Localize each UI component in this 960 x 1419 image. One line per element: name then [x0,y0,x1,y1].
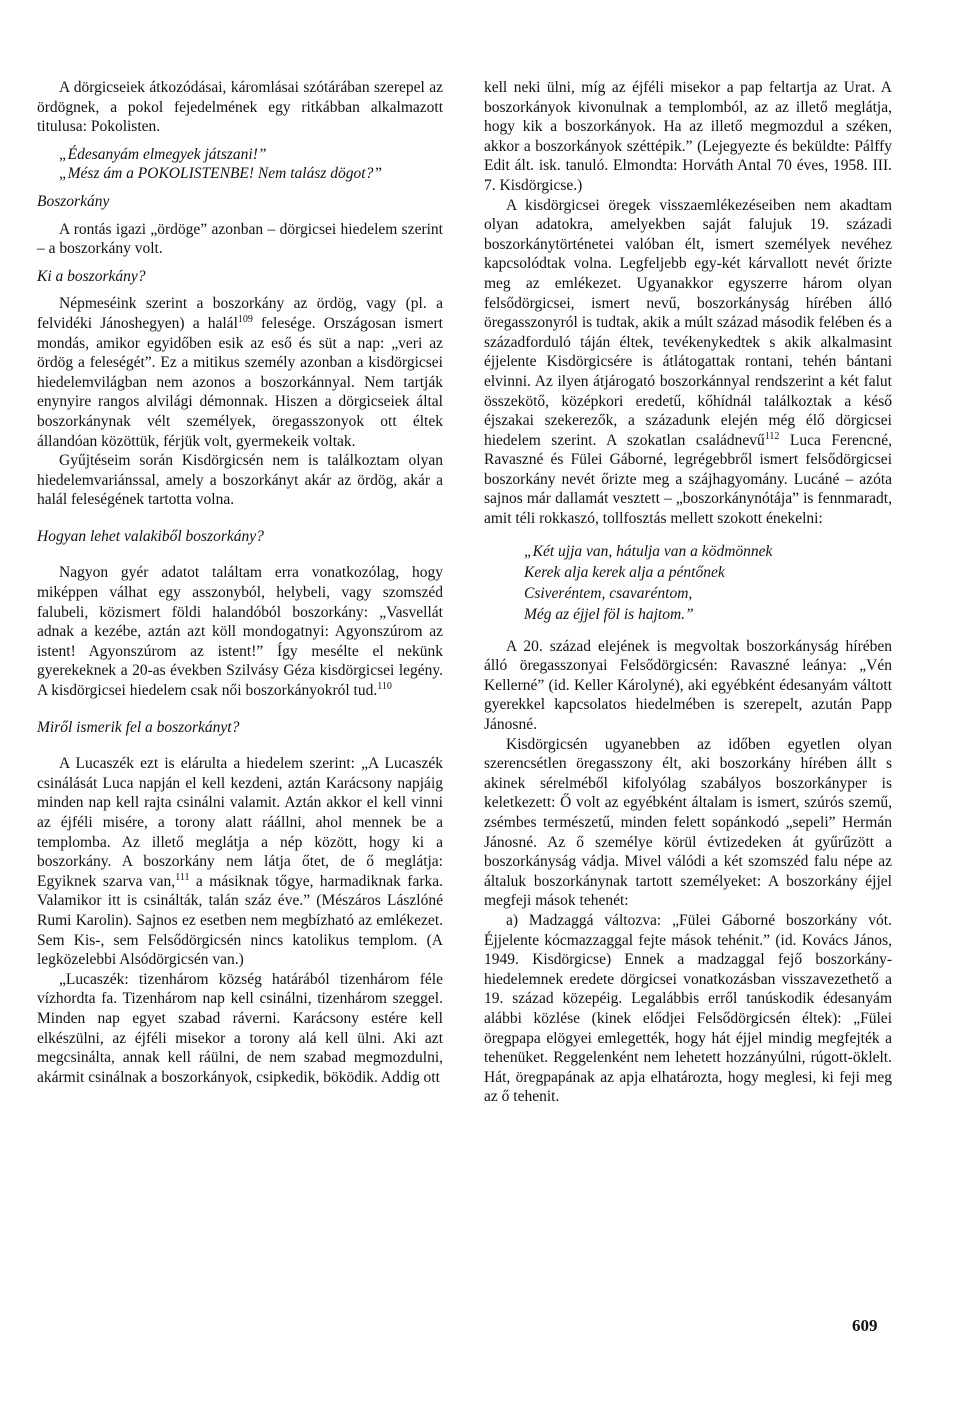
footnote-ref: 112 [764,430,780,442]
poem-line: Kerek alja kerek alja a péntőnek [524,563,725,581]
quote-line: „Édesanyám elmegyek játszani!” [59,145,267,163]
paragraph: A dörgicseiek átkozódásai, káromlásai szótárában szerepel az ördögnek, a pokol fejedelmének egy ritkábban alkalmazott titulusa: Pokolisten. [37,79,443,136]
paragraph: Gyűjtéseim során Kisdörgicsén nem is találkoztam olyan hiedelemvariánssal, amely a boszorkányt akár az ördög, akár a halál feleségének tartotta volna. [37,452,443,509]
right-column [484,78,892,1107]
paragraph-text: A Lucaszék ezt is elárulta a hiedelem szerint: „A Lucaszék csinálását Luca napján el kell kezdeni, aztán Karácsony napjáig minden nap kell rajta csinálni valamit. Aztán akkor el kell vinni az éjféli misére, a torony alatt ráállni, ahol mennek be a templomba. Az illető meglátja a nép között, hogy ki a boszorkány. A boszorkány nem látja őtet, de ő meglátja: Egyiknek szarva van, [37,755,443,890]
poem [524,541,892,625]
footnote-ref: 109 [237,313,253,325]
paragraph [37,294,443,451]
paragraph-text: A kisdörgicsei öregek visszaemlékezéseiben nem akadtam olyan adatokra, amelyekben saját falujuk 19. századi boszorkánytörténetei valóban élt, ismert személyek nevéhez kapcsolódtak volna. Legfeljebb egy-két kárvallott nevét őrizte meg az emlékezet. Ugyanakkor egyszerre három olyan felsődörgicsei, ismert nevű, boszorkányság hírében álló öregasszonyról is tudtak, akik a múlt század második felében és a századforduló táján éltek, tevékenykedtek s akik alkalmasint éjjelente Kisdörgicsére is átlátogattak rontani, tehén bántani elvinni. Az ilyen átjárogató boszorkánnyal rendszerint a két falut összekötő, középkori eredetű, kőhídnál találkoztak a késő éjszakai szekerezők, a századunk elején még élő dörgicsei hiedelem szerint. A szokatlan családnevű [484,196,892,449]
paragraph: A 20. század elejének is megvoltak boszorkányság hírében álló öregasszonyai Felsődörgicsén: Ravaszné leánya: „Vén Kellerné” (id. Keller Károlyné), aki egyébként édesanyám váltott gyerekkel kapcsolatos hiedelmében is szerepelt, azután Papp Jánosné. [484,637,892,734]
paragraph [37,563,443,700]
poem-line: „Két ujja van, hátulja van a ködmönnek [524,542,773,560]
footnote-ref: 110 [377,680,392,692]
paragraph [484,196,892,529]
paragraph: A rontás igazi „ördöge” azonban – dörgicsei hiedelem szerint – a boszorkány volt. [37,220,443,258]
paragraph: Kisdörgicsén ugyanebben az időben egyetlen olyan szerencsétlen öregasszony élt, aki boszorkány hírében állt s akinek sérelméből kifolyólag szabályos boszorkányper is keletkezett: Ő volt az egyébként általam is ismert, szúrós szemű, zsémbes természetű, minden felett sopánkodó „sepeli” Hermán Jánosné. Az ő személye körül évtizedeken át gyűrűzött a boszorkányság vádja. Mivel válódi a két szomszéd falu népe az általuk boszorkánynak tartott személyeket: A boszorkány éjjel megfeji mások tehenét: [484,735,892,910]
paragraph-text: a másiknak tőgye, harmadiknak farka. Valamikor itt is csinálták, talán száz éve.” (Mészáros Lászlóné Rumi Karolin). Sajnos ez esetben nem megbízható az emlékezet. Sem Kis-, sem Felsődörgicsén nincs katolikus templom. (A legközelebbi Alsódörgicsén van.) [37,872,444,969]
paragraph: „Lucaszék: tizenhárom község határából tizenhárom féle vízhordta fa. Tizenhárom nap kell csinálni, tizenhárom szeggel. Minden nap egyet szabad ráverni. Karácsony estére kell elkészülni, az éjféli misekor a torony alá kell ülni. Aki azt megcsinálta, annak kell ráülni, de nem szabad megmozdulni, akármit csinálnak a boszorkányok, csipkedik, böködik. Addig ott [37,970,443,1086]
poem-line: Csiveréntem, csavaréntom, [524,584,693,602]
paragraph: a) Madzaggá változva: „Fülei Gáborné boszorkány vót. Éjjelente kócmazzaggal fejte mások tehénit.” (id. Kovács János, 1949. Kisdörgicse) Ennek a madzaggal fejő boszorkány-hiedelemnek eredete dörgicsei vonatkozásban visszavezethető a 19. század közepéig. Legalábbis erről tanúskodik édesanyám alábbi közlése (kinek elődjei Felsődörgicsén éltek): „Fülei öregpapa elögyei emlegették, hogy hát éjjel mindig megfejték a tehenüket. Reggelenként nem lehetett hozzányúlni, rúgott-öklelt. Hát, öregpapának az apja elhatározta, hogy meglesi, ki feji meg az ő tehenit. [484,911,892,1106]
left-column [37,78,443,1087]
section-heading: Ki a boszorkány? [37,267,146,285]
paragraph-text: Luca Ferencné, Ravaszné és Fülei Gáborné, legrégebbről ismert felsődörgicsei boszorkány nevét őrizte meg a szájhagyomány. Lucáné – azóta sajnos már dallamát vesztett – „boszorkánynótája” is fennmaradt, amit téli rokkaszó, tollfosztás mellett szokott énekelni: [484,431,893,528]
paragraph-text: felesége. Országosan ismert mondás, amikor egyidőben esik az eső és süt a nap: „veri az ördög a feleségét”. Ez a mitikus személy azonban a kisdörgicsei hiedelemvilágban nem azonos a boszorkánnyal. Nem tartják enynyire rangos alvilági démonnak. Hiszen a dörgicseiek által boszorkánynak vélt személyek, öregasszonyok ott éltek állandóan közöttük, férjük volt, gyermekeik voltak. [37,314,443,450]
footnote-ref: 111 [175,871,190,883]
section-heading: Hogyan lehet valakiből boszorkány? [37,527,264,545]
quote-line: „Mész ám a POKOLISTENBE! Nem talász dögot?” [59,165,382,183]
paragraph-text: Nagyon gyér adatot találtam erra vonatkozólag, hogy miképpen válhat egy asszonyból, helybeli, vagy szomszéd falubeli, közismert földi halandóból boszorkány: „Vasvellát adnak a kezébe, aztán azt köll mondogatnyi: Agyonszúrom az istent! Agyonszúrom az istent!” Így mesélte el nekünk gyerekeknek a 20-as években Szilvásy Géza kisdörgicsei legény. A kisdörgicsei hiedelem csak női boszorkányokról tud. [37,564,443,700]
poem-line: Még az éjjel föl is hajtom.” [524,605,694,623]
page-number: 609 [852,1316,878,1335]
paragraph [37,754,443,970]
paragraph-text: Népmeséink szerint a boszorkány az ördög, vagy (pl. a felvidéki Jánoshegyen) a halál [37,295,443,332]
paragraph: kell neki ülni, míg az éjféli misekor a pap feltartja az Urat. A boszorkányok kivonulnak a templomból, az az illető meglátja, hogy kik a boszorkányok. Ha az illető megmozdul a széken, akkor a boszorkányok széttépik.” (Lejegyezte és beküldte: Pálffy Edit ált. isk. tanuló. Elmondta: Horváth Antal 70 éves, 1958. III. 7. Kisdörgicse.) [484,79,892,194]
section-heading: Boszorkány [37,192,110,210]
section-heading: Miről ismerik fel a boszorkányt? [37,718,240,736]
